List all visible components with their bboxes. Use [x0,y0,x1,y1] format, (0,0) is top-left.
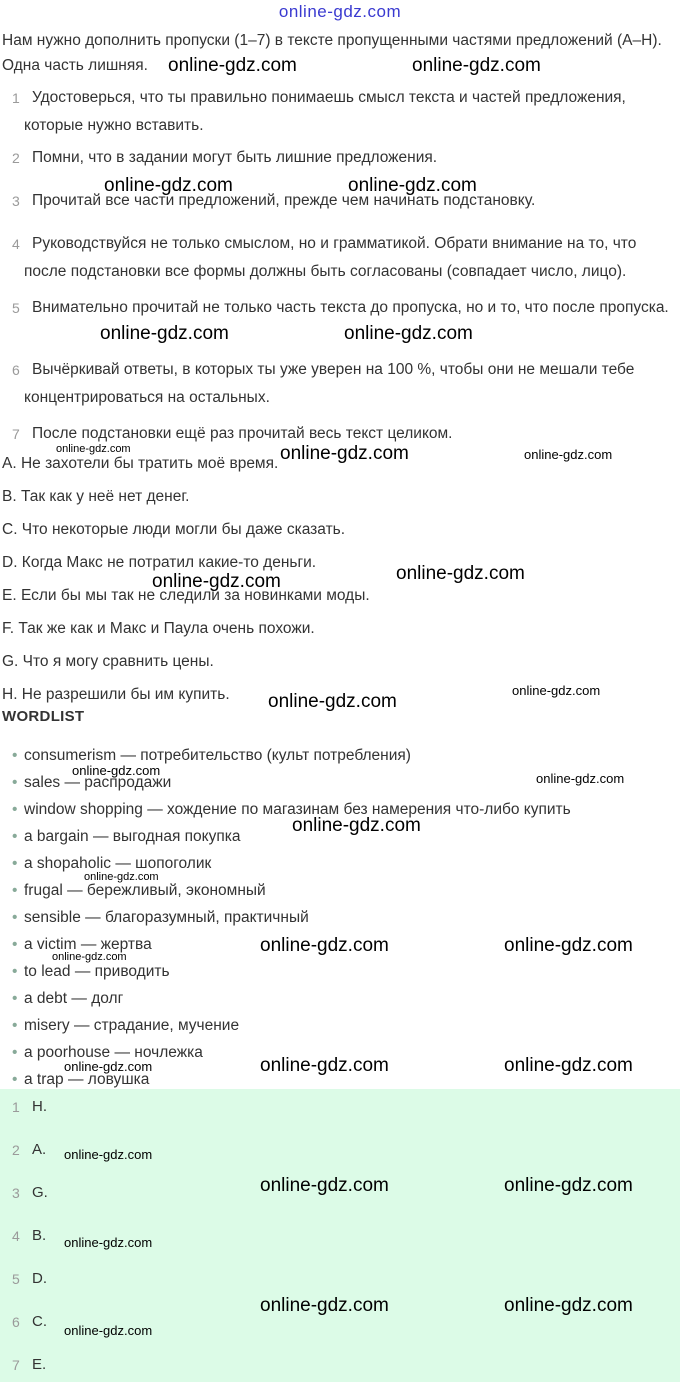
option-item: C. Что некоторые люди могли бы даже сказать. [2,521,346,538]
header-watermark: online-gdz.com [278,2,402,21]
tip-text: После подстановки ещё раз прочитай весь текст целиком. [32,425,453,442]
answer-number: 7 [12,1357,20,1373]
tip-text: Помни, что в задании могут быть лишние предложения. [32,149,438,166]
watermark: online-gdz.com [504,1295,633,1316]
watermark: online-gdz.com [524,447,613,462]
wordlist-text: frugal — бережливый, экономный [24,882,266,899]
wordlist-text: sales — распродажи [24,774,172,791]
wordlist-text: misery — страдание, мучение [24,1017,240,1034]
bullet-icon: • [12,855,18,872]
bullet-icon: • [12,1071,18,1088]
bullet-icon: • [12,801,18,818]
watermark: online-gdz.com [260,1055,389,1076]
answer-text: E. [32,1356,47,1373]
answer-number: 2 [12,1142,20,1158]
wordlist-text: a debt — долг [24,990,124,1007]
watermark: online-gdz.com [64,1059,153,1074]
option-item: A. Не захотели бы тратить моё время. [2,455,279,472]
wordlist-text: a victim — жертва [24,936,152,953]
bullet-icon: • [12,747,18,764]
wordlist-item [12,960,170,984]
wordlist-text: to lead — приводить [24,963,170,980]
watermark: online-gdz.com [104,175,233,196]
bullet-icon: • [12,774,18,791]
answer-number: 4 [12,1228,20,1244]
option-item: D. Когда Макс не потратил какие-то деньги. [2,554,317,571]
tip-text: Внимательно прочитай не только часть текста до пропуска, но и то, что после пропуска. [32,299,669,316]
wordlist-text: a bargain — выгодная покупка [24,828,241,845]
watermark: online-gdz.com [348,175,477,196]
watermark: online-gdz.com [268,691,397,712]
watermark: online-gdz.com [100,323,229,344]
answer-text: D. [32,1270,47,1287]
watermark: online-gdz.com [64,1147,153,1162]
wordlist-item [12,987,123,1011]
bullet-icon: • [12,936,18,953]
watermark: online-gdz.com [512,683,601,698]
answer-number: 5 [12,1271,20,1287]
watermark: online-gdz.com [84,871,159,883]
watermark: online-gdz.com [52,951,127,963]
tip-text: Руководствуйся не только смыслом, но и грамматикой. Обрати внимание на то, что после подстановки все формы должны быть согласованы (совпадает число, лицо). [24,235,637,280]
tip-number: 1 [12,90,20,106]
bullet-icon: • [12,882,18,899]
bullet-icon: • [12,990,18,1007]
wordlist-text: a shopaholic — шопоголик [24,855,212,872]
wordlist-text: a poorhouse — ночлежка [24,1044,203,1061]
wordlist-text: consumerism — потребительство (культ потребления) [24,747,411,764]
watermark: online-gdz.com [504,1175,633,1196]
option-item: F. Так же как и Макс и Паула очень похожи. [2,620,315,637]
option-item: H. Не разрешили бы им купить. [2,686,230,703]
watermark: online-gdz.com [344,323,473,344]
task-intro: Нам нужно дополнить пропуски (1–7) в тексте пропущенными частями предложений (А–Н). Одна часть лишняя. [2,32,662,74]
watermark: online-gdz.com [168,55,297,76]
answer-text: A. [32,1141,47,1158]
tip-text: Прочитай все части предложений, прежде чем начинать подстановку. [32,192,536,209]
bullet-icon: • [12,909,18,926]
tip-number: 6 [12,362,20,378]
wordlist-text: window shopping — хождение по магазинам без намерения что-либо купить [24,801,571,818]
watermark: online-gdz.com [152,571,281,592]
answer-text: G. [32,1184,48,1201]
tip-number: 2 [12,150,20,166]
watermark: online-gdz.com [56,443,131,455]
watermark: online-gdz.com [72,763,161,778]
watermark: online-gdz.com [536,771,625,786]
watermark: online-gdz.com [504,935,633,956]
bullet-icon: • [12,1017,18,1034]
answer-text: C. [32,1313,47,1330]
option-item: B. Так как у неё нет денег. [2,488,190,505]
watermark: online-gdz.com [260,1295,389,1316]
watermark: online-gdz.com [504,1055,633,1076]
bullet-icon: • [12,963,18,980]
option-item: E. Если бы мы так не следили за новинками моды. [2,587,370,604]
watermark: online-gdz.com [260,1175,389,1196]
watermark: online-gdz.com [64,1235,153,1250]
watermark: online-gdz.com [396,563,525,584]
tip-text: Вычёркивай ответы, в которых ты уже уверен на 100 %, чтобы они не мешали тебе концентрироваться на остальных. [24,361,635,406]
wordlist-item [12,906,309,930]
wordlist-item [12,1014,239,1038]
wordlist-text: a trap — ловушка [24,1071,150,1088]
bullet-icon: • [12,828,18,845]
wordlist-text: sensible — благоразумный, практичный [24,909,309,926]
watermark: online-gdz.com [412,55,541,76]
watermark: online-gdz.com [292,815,421,836]
tip-number: 7 [12,426,20,442]
tip-text: Удостоверься, что ты правильно понимаешь смысл текста и частей предложения, которые нужно вставить. [24,89,626,134]
option-item: G. Что я могу сравнить цены. [2,653,214,670]
wordlist-item [12,825,241,849]
answer-text: B. [32,1227,47,1244]
answer-text: H. [32,1098,47,1115]
watermark: online-gdz.com [280,443,409,464]
tip-number: 5 [12,300,20,316]
wordlist-heading: WORDLIST [2,708,85,725]
tip-number: 3 [12,193,20,209]
watermark: online-gdz.com [64,1323,153,1338]
tip-number: 4 [12,236,20,252]
bullet-icon: • [12,1044,18,1061]
answer-number: 1 [12,1099,20,1115]
answer-number: 6 [12,1314,20,1330]
answer-number: 3 [12,1185,20,1201]
watermark: online-gdz.com [260,935,389,956]
